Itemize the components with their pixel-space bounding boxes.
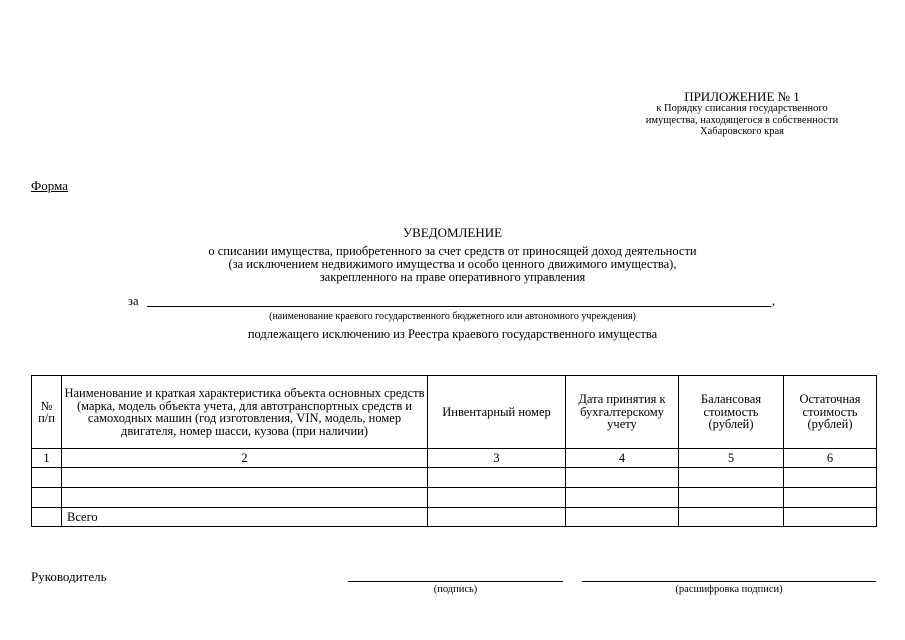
column-number-cell: 4	[566, 449, 679, 468]
appendix-block	[612, 90, 872, 138]
table-cell[interactable]	[428, 468, 566, 488]
table-cell[interactable]	[428, 508, 566, 527]
header-inventory-number: Инвентарный номер	[428, 376, 566, 449]
column-number-cell: 5	[679, 449, 784, 468]
column-number-cell: 3	[428, 449, 566, 468]
header-residual-value: Остаточная стоимость (рублей)	[784, 376, 877, 449]
signature-name-caption: (расшифровка подписи)	[675, 584, 783, 595]
column-number-cell: 6	[784, 449, 877, 468]
assets-table	[31, 375, 877, 527]
notice-description	[0, 245, 905, 284]
header-accounting-date: Дата принятия к бухгалтерскому учету	[566, 376, 679, 449]
table-cell[interactable]	[62, 468, 428, 488]
table-cell[interactable]	[566, 468, 679, 488]
table-cell[interactable]	[32, 488, 62, 508]
header-asset-name: Наименование и краткая характеристика объекта основных средств (марка, модель объекта учета, для автотранспортных средств и самоходных машин (год изготовления, VIN, модель, номер двигателя, номер шасси, кузова (при наличии)	[62, 376, 428, 449]
signature-line[interactable]	[348, 581, 563, 582]
table-cell[interactable]	[32, 468, 62, 488]
appendix-title: ПРИЛОЖЕНИЕ № 1	[684, 89, 800, 104]
table-cell[interactable]	[784, 488, 877, 508]
signature-caption: (подпись)	[433, 584, 478, 595]
table-row	[32, 488, 877, 508]
appendix-line-1: к Порядку списания государственного	[656, 103, 828, 114]
institution-prefix: за	[128, 294, 139, 308]
table-column-number-row	[32, 449, 877, 468]
table-cell[interactable]	[679, 468, 784, 488]
table-cell[interactable]	[428, 488, 566, 508]
total-label: Всего	[62, 508, 428, 527]
notice-line-1: о списании имущества, приобретенного за счет средств от приносящей доход деятельности	[208, 244, 697, 258]
table-cell[interactable]	[566, 488, 679, 508]
institution-field-row	[128, 294, 778, 310]
notice-title: УВЕДОМЛЕНИЕ	[402, 225, 503, 240]
notice-line-2: (за исключением недвижимого имущества и особо ценного движимого имущества),	[228, 257, 677, 272]
table-total-row	[32, 508, 877, 527]
appendix-line-3: Хабаровского края	[700, 126, 784, 137]
table-cell[interactable]	[62, 488, 428, 508]
table-cell[interactable]	[679, 508, 784, 527]
form-label: Форма	[31, 178, 68, 193]
table-cell[interactable]	[784, 468, 877, 488]
table-cell[interactable]	[566, 508, 679, 527]
signature-role: Руководитель	[31, 569, 107, 584]
institution-suffix: ,	[772, 294, 776, 308]
institution-name-line[interactable]	[147, 306, 771, 307]
column-number-cell: 1	[32, 449, 62, 468]
notice-line-3: закрепленного на праве оперативного управления	[319, 270, 586, 285]
signature-name-line[interactable]	[582, 581, 876, 582]
header-number: № п/п	[32, 376, 62, 449]
table-cell	[32, 508, 62, 527]
table-cell[interactable]	[679, 488, 784, 508]
institution-caption: (наименование краевого государственного бюджетного или автономного учреждения)	[269, 311, 636, 322]
table-cell[interactable]	[784, 508, 877, 527]
column-number-cell: 2	[62, 449, 428, 468]
header-book-value: Балансовая стоимость (рублей)	[679, 376, 784, 449]
appendix-line-2: имущества, находящегося в собственности	[645, 114, 839, 126]
table-row	[32, 468, 877, 488]
table-header-row	[32, 376, 877, 449]
exclusion-text: подлежащего исключению из Реестра краевого государственного имущества	[247, 327, 658, 341]
